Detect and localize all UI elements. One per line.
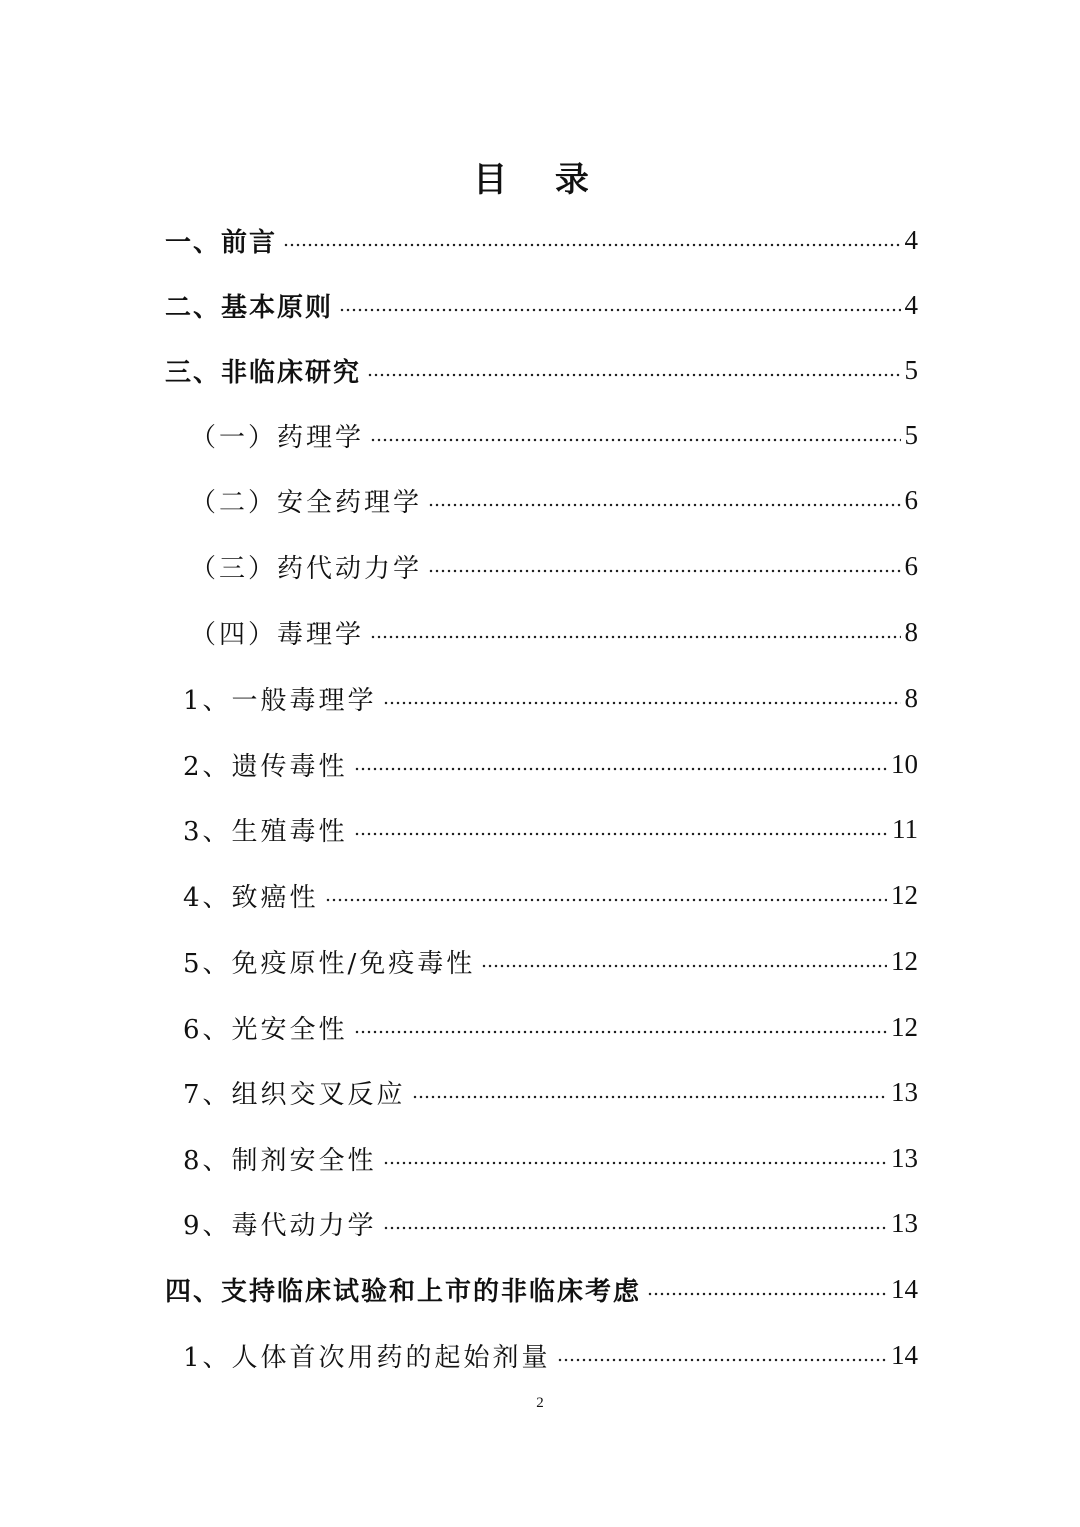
dot-leader — [325, 894, 887, 906]
toc-entry[interactable] — [183, 1330, 918, 1380]
dot-leader — [354, 763, 887, 775]
toc-entry-page: 6 — [904, 484, 918, 515]
dot-leader — [367, 369, 900, 381]
toc-entry[interactable] — [190, 541, 918, 591]
toc-entry[interactable] — [183, 936, 918, 986]
toc-entry-page: 12 — [891, 879, 918, 910]
toc-entry[interactable] — [190, 607, 918, 657]
toc-entry[interactable] — [165, 345, 918, 395]
toc-entry-label: 7、组织交叉反应 — [183, 1079, 406, 1110]
dot-leader — [428, 565, 900, 577]
dot-leader — [383, 1157, 887, 1169]
toc-entry-label: （一）药理学 — [190, 422, 365, 453]
dot-leader — [383, 1222, 887, 1234]
page-title: 目 录 — [473, 160, 607, 200]
toc-entry-page: 11 — [892, 813, 918, 844]
dot-leader — [412, 1091, 887, 1103]
toc-entry-page: 13 — [891, 1207, 918, 1238]
toc-entry[interactable] — [190, 475, 918, 525]
toc-entry[interactable] — [183, 1002, 918, 1052]
toc-entry-page: 6 — [904, 550, 918, 581]
toc-entry-page: 14 — [891, 1339, 918, 1370]
dot-leader — [370, 434, 900, 446]
toc-entry[interactable] — [190, 410, 918, 460]
toc-entry-page: 12 — [891, 1011, 918, 1042]
toc-entry-label: 6、光安全性 — [183, 1014, 348, 1045]
toc-entry[interactable] — [183, 739, 918, 789]
dot-leader — [557, 1354, 887, 1366]
toc-entry-page: 14 — [891, 1273, 918, 1304]
dot-leader — [339, 304, 900, 316]
toc-entry-page: 8 — [904, 616, 918, 647]
toc-entry-label: 9、毒代动力学 — [183, 1210, 377, 1241]
dot-leader — [428, 499, 900, 511]
toc-entry-label: 三、非临床研究 — [165, 357, 362, 388]
toc-entry-label: （四）毒理学 — [190, 619, 365, 650]
toc-entry[interactable] — [183, 1067, 918, 1117]
toc-entry[interactable] — [183, 673, 918, 723]
toc-entry-page: 10 — [891, 748, 918, 779]
toc-entry[interactable] — [165, 215, 918, 265]
toc-entry-page: 4 — [904, 289, 918, 320]
toc-entry-label: 3、生殖毒性 — [183, 816, 348, 847]
dot-leader — [354, 1026, 887, 1038]
toc-entry[interactable] — [183, 1133, 918, 1183]
dot-leader — [481, 960, 887, 972]
toc-entry-label: （三）药代动力学 — [190, 553, 423, 584]
toc-entry-label: 一、前言 — [165, 227, 278, 258]
toc-entry-page: 12 — [891, 945, 918, 976]
dot-leader — [283, 239, 900, 251]
toc-entry[interactable] — [165, 1264, 918, 1314]
toc-entry-label: 8、制剂安全性 — [183, 1145, 377, 1176]
dot-leader — [647, 1288, 887, 1300]
toc-entry-label: 1、人体首次用药的起始剂量 — [183, 1342, 551, 1373]
toc-entry-label: 2、遗传毒性 — [183, 751, 348, 782]
toc-entry-page: 8 — [904, 682, 918, 713]
toc-entry-page: 13 — [891, 1076, 918, 1107]
toc-entry-page: 13 — [891, 1142, 918, 1173]
toc-entry-label: 四、支持临床试验和上市的非临床考虑 — [165, 1276, 642, 1307]
dot-leader — [370, 631, 900, 643]
toc-entry-page: 5 — [904, 354, 918, 385]
toc-entry-page: 4 — [904, 224, 918, 255]
toc-entry-label: （二）安全药理学 — [190, 487, 423, 518]
toc-entry[interactable] — [183, 1198, 918, 1248]
toc-entry[interactable] — [183, 804, 918, 854]
toc-entry-label: 4、致癌性 — [183, 882, 319, 913]
page-number: 2 — [536, 1395, 544, 1411]
toc-entry[interactable] — [183, 870, 918, 920]
toc-entry-label: 5、免疫原性/免疫毒性 — [183, 948, 476, 979]
toc-entry-label: 二、基本原则 — [165, 292, 334, 323]
dot-leader — [354, 828, 888, 840]
toc-entry[interactable] — [165, 280, 918, 330]
toc-entry-page: 5 — [904, 419, 918, 450]
toc-entry-label: 1、一般毒理学 — [183, 685, 377, 716]
dot-leader — [383, 697, 901, 709]
